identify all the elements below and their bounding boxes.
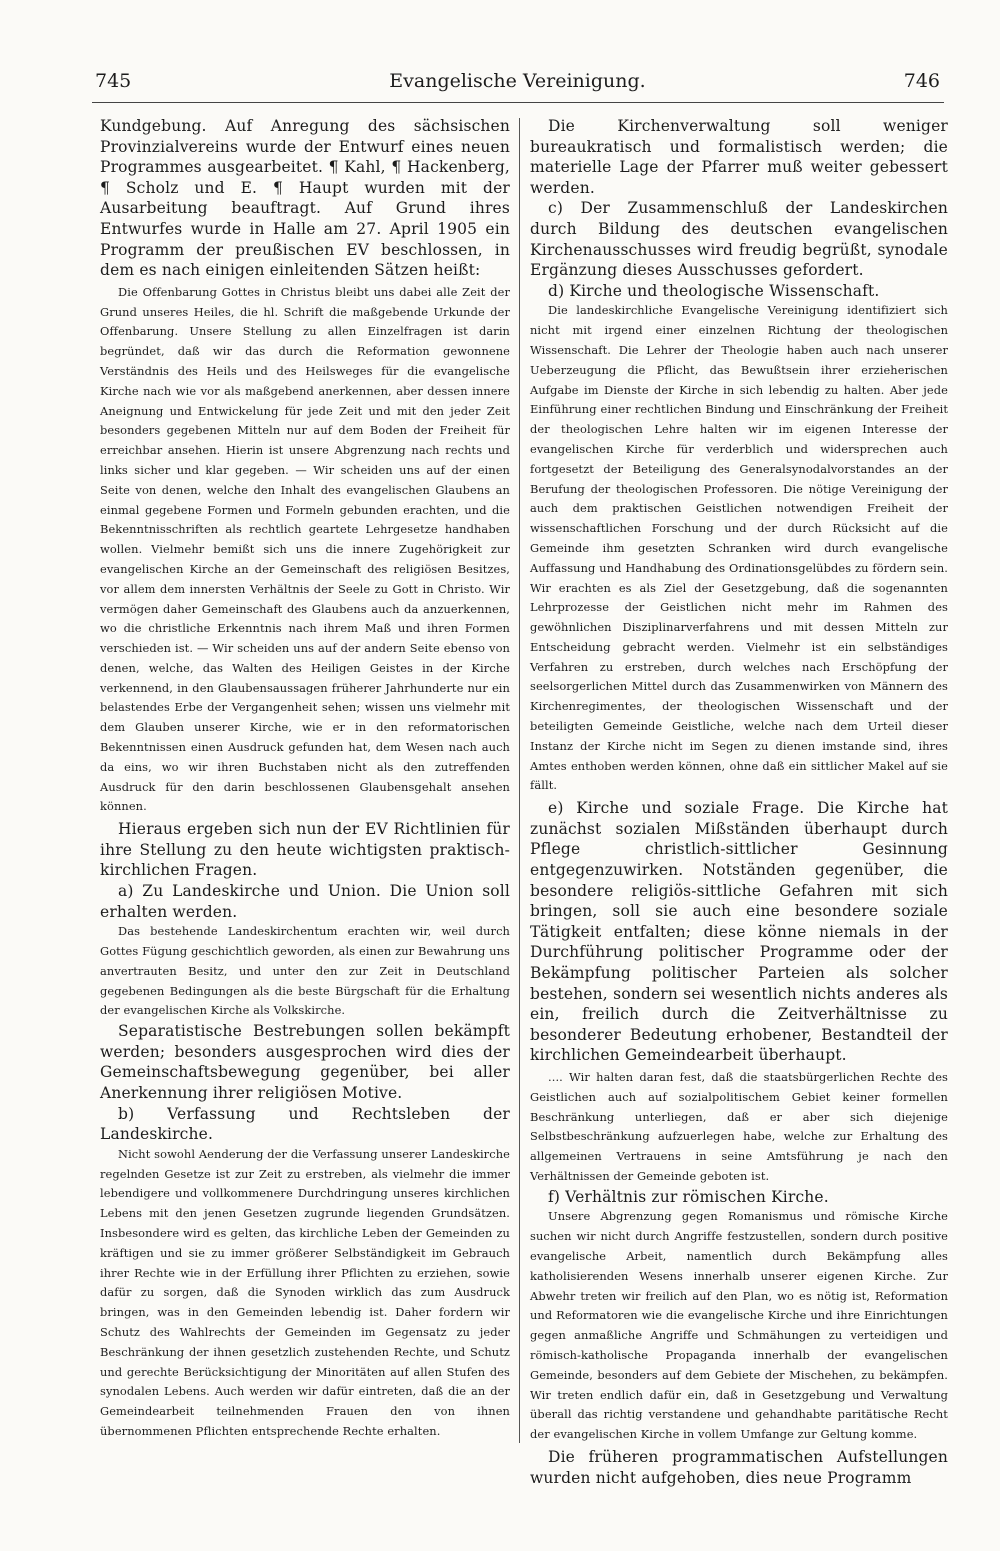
quote-romanismus: Unsere Abgrenzung gegen Romanismus und römische Kirche suchen wir nicht durch Angriffe festzustellen, sondern durch positive evangelische Arbeit, namentlich durch Bekämpfung alles katholisierenden Wesens innerhalb unserer eigenen Kirche. Zur Abwehr treten wir freilich auf den Plan, wo es nötig ist, Reformation und Reformatoren wie die evangelische Kirche und ihre Einrichtungen gegen anmaßliche Angriffe und Schmähungen zu verteidigen und römisch-katholische Propaganda innerhalb der evangelischen Gemeinde, besonders auf dem Gebiete der Mischehen, zu bekämpfen. Wir treten endlich dafür ein, daß in Gesetzgebung und Verwaltung überall das richtig verstandene und gehandhabte paritätische Recht der evangelischen Kirche in vollem Umfange zur Geltung komme. — [530, 1209, 948, 1442]
section-a-heading: a) Zu Landeskirche und Union. Die Union soll erhalten werden. — [100, 882, 510, 921]
section-f-heading: f) Verhältnis zur römischen Kirche. — [548, 1187, 829, 1206]
right-page-number: 746 — [903, 70, 940, 92]
quote-verfassung: Nicht sowohl Aenderung der die Verfassung unserer Landeskirche regelnden Gesetze ist zur Zeit zu erstreben, als vielmehr die immer lebendigere und vollkommenere Durchdringung unseres kirchlichen Lebens mit den jenen Gesetzen zugrunde liegenden Grundsätzen. Insbesondere wird es gelten, das kirchliche Leben der Gemeinden zu kräftigen und sie zu immer größerer Selbständigkeit im Gebrauch ihrer Rechte wie in der Erfüllung ihrer Pflichten zu erziehen, sowie dafür zu sorgen, daß die Synoden wirklich das zum Ausdruck bringen, was in den Gemeinden lebendig ist. Daher fordern wir Schutz des Wahlrechts der Gemeinden im Gegensatz zu jeder Beschränkung der ihnen gesetzlich zustehenden Rechte, und Schutz und gerechte Berücksichtigung der Minoritäten auf allen Stufen des synodalen Lebens. Auch werden wir dafür eintreten, daß die an der Gemeindearbeit teilnehmenden Frauen den von ihnen übernommenen Pflichten entsprechende Rechte erhalten. — [100, 1146, 510, 1438]
left-column — [100, 116, 510, 1461]
section-b-heading: b) Verfassung und Rechtsleben der Landeskirche. — [100, 1104, 510, 1144]
paragraph-kundgebung: Kundgebung. Auf Anregung des sächsischen Provinzialvereins wurde der Entwurf eines neuen Programmes ausgearbeitet. ¶ Kahl, ¶ Hackenberg, ¶ Scholz und E. ¶ Haupt wurden mit der Ausarbeitung beauftragt. Auf Grund ihres Entwurfes wurde in Halle am 27. April 1905 ein Programm der preußischen EV beschlossen, in dem es nach einigen einleitenden Sätzen heißt: — [100, 117, 510, 280]
running-title: Evangelische Vereinigung. — [389, 70, 646, 92]
left-page-number: 745 — [95, 70, 132, 92]
section-d-heading: d) Kirche und theologische Wissenschaft. — [548, 281, 880, 300]
section-e-paragraph: e) Kirche und soziale Frage. Die Kirche hat zunächst sozialen Mißständen überhaupt durch Pflege christlich-sittlicher Gesinnung entgegenzuwirken. Notständen gegenüber, die besondere religiös-sittliche Gefahren mit sich bringen, soll sie auch eine besondere soziale Tätigkeit entfalten; diese könne niemals in der Durchführung politischer Programme oder der Bekämpfung politischer Parteien als solcher bestehen, sondern sei wesentlich nichts anderes als ein, freilich durch die Zeitverhältnisse zu besonderer Bedeutung erhobener, Bestandteil der kirchlichen Gemeindearbeit überhaupt. — [530, 799, 948, 1065]
quote-offenbarung: Die Offenbarung Gottes in Christus bleibt uns dabei alle Zeit der Grund unseres Heiles, die hl. Schrift die maßgebende Urkunde der Offenbarung. Unsere Stellung zu allen Einzelfragen ist darin begründet, daß wir das durch die Reformation gewonnene Verständnis des Heils und des Heilsweges für die evangelische Kirche nach wie vor als maßgebend anerkennen, aber dessen innere Aneignung und Entwickelung für jede Zeit und mit den jeder Zeit besonders gegebenen Mitteln nur auf dem Boden der Freiheit für erreichbar ansehen. Hierin ist unsere Abgrenzung nach rechts und links sicher und klar gegeben. — Wir scheiden uns auf der einen Seite von denen, welche den Inhalt des evangelischen Glaubens an einmal gegebene Formen und Formeln gebunden erachten, und die Bekenntnisschriften als rechtlich geartete Lehrgesetze handhaben wollen. Vielmehr bemißt sich uns die innere Zugehörigkeit zur evangelischen Kirche an der Gemeinschaft des religiösen Besitzes, vor allem dem innersten Verhältnis der Seele zu Gott in Christo. Wir vermögen daher Gemeinschaft des Glaubens auch da anzuerkennen, wo die christliche Erkenntnis nach ihrem Maß und ihren Formen verschieden ist. — Wir scheiden uns auf der andern Seite ebenso von denen, welche, das Walten des Heiligen Geistes in der Kirche verkennend, in den Glaubensaussagen früherer Jahrhunderte nur ein belastendes Erbe der Vergangenheit sehen; wissen uns vielmehr mit dem Glauben unserer Kirche, wie er in den reformatorischen Bekenntnissen einen Ausdruck gefunden hat, dem Wesen nach auch da eins, wo wir ihren Buchstaben nicht als den zutreffenden Ausdruck für den darin beschlossenen Glaubensgehalt ansehen können. — [100, 284, 510, 814]
header-rule — [92, 102, 944, 103]
paragraph-fruehere: Die früheren programmatischen Aufstellungen wurden nicht aufgehoben, dies neue Programm — [530, 1447, 948, 1487]
running-header — [95, 70, 940, 102]
paragraph-kirchenverwaltung: Die Kirchenverwaltung soll weniger bureaukratisch und formalistisch werden; die materielle Lage der Pfarrer muß weiter gebessert werden. — [530, 117, 948, 197]
quote-landeskirchentum: Das bestehende Landeskirchentum erachten wir, weil durch Gottes Fügung geschichtlich geworden, als einen zur Bewahrung uns anvertrauten Besitz, und unter den zur Zeit in Deutschland gegebenen Bedingungen als die beste Bürgschaft für die Erhaltung der evangelischen Kirche als Volkskirche. — [100, 924, 510, 1018]
column-divider — [519, 118, 520, 1443]
paragraph-richtlinien: Hieraus ergeben sich nun der EV Richtlinien für ihre Stellung zu den heute wichtigsten praktisch-kirchlichen Fragen. — [100, 820, 510, 880]
quote-staatsbuerger: .... Wir halten daran fest, daß die staatsbürgerlichen Rechte des Geistlichen auch auf sozialpolitischem Gebiet keiner formellen Beschränkung unterliegen, daß er aber sich diejenige Selbstbeschränkung aufzuerlegen habe, welche zur Erhaltung des allgemeinen Vertrauens in seine Amtsführung je nach den Verhältnissen der Gemeinde geboten ist. — [530, 1069, 948, 1183]
section-c-paragraph: c) Der Zusammenschluß der Landeskirchen durch Bildung des deutschen evangelischen Kirchenausschusses wird freudig begrüßt, synodale Ergänzung dieses Ausschusses gefordert. — [530, 199, 948, 280]
quote-wissenschaft: Die landeskirchliche Evangelische Vereinigung identifiziert sich nicht mit irgend einer einzelnen Richtung der theologischen Wissenschaft. Die Lehrer der Theologie haben auch nach unserer Ueberzeugung die Pflicht, das Bewußtsein ihrer erzieherischen Aufgabe im Dienste der Kirche in sich lebendig zu halten. Aber jede Einführung einer rechtlichen Bindung und Einschränkung der Freiheit der theologischen Lehre halten wir im eigenen Interesse der evangelischen Kirche für verderblich und widersprechen auch fortgesetzt der Beteiligung des Generalsynodalvorstandes an der Berufung der theologischen Professoren. Die nötige Vereinigung der auch dem praktischen Geistlichen notwendigen Freiheit der wissenschaftlichen Forschung und der durch Rücksicht auf die Gemeinde ihm gesetzten Schranken wird durch evangelische Auffassung und Handhabung des Ordinationsgelübdes zu fördern sein. Wir erachten es als Ziel der Gesetzgebung, daß die sogenannten Lehrprozesse der Geistlichen nicht mehr im Rahmen des gewöhnlichen Disziplinarverfahrens und mit dessen Mitteln zur Entscheidung gebracht werden. Vielmehr ist ein selbständiges Verfahren zu erstreben, durch welches nach Erschöpfung der seelsorgerlichen Mittel durch das Zusammenwirken von Männern des Kirchenregimentes, der theologischen Wissenschaft und der beteiligten Gemeinde Geistliche, welche nach dem Urteil dieser Instanz der Kirche nicht im Segen zu dienen imstande sind, ihres Amtes enthoben werden können, ohne daß ein sittlicher Makel auf sie fällt. — [530, 303, 948, 793]
paragraph-separatistisch: Separatistische Bestrebungen sollen bekämpft werden; besonders ausgesprochen wird dies der Gemeinschaftsbewegung gegenüber, bei aller Anerkennung ihrer religiösen Motive. — [100, 1022, 510, 1102]
right-column — [530, 116, 948, 1487]
